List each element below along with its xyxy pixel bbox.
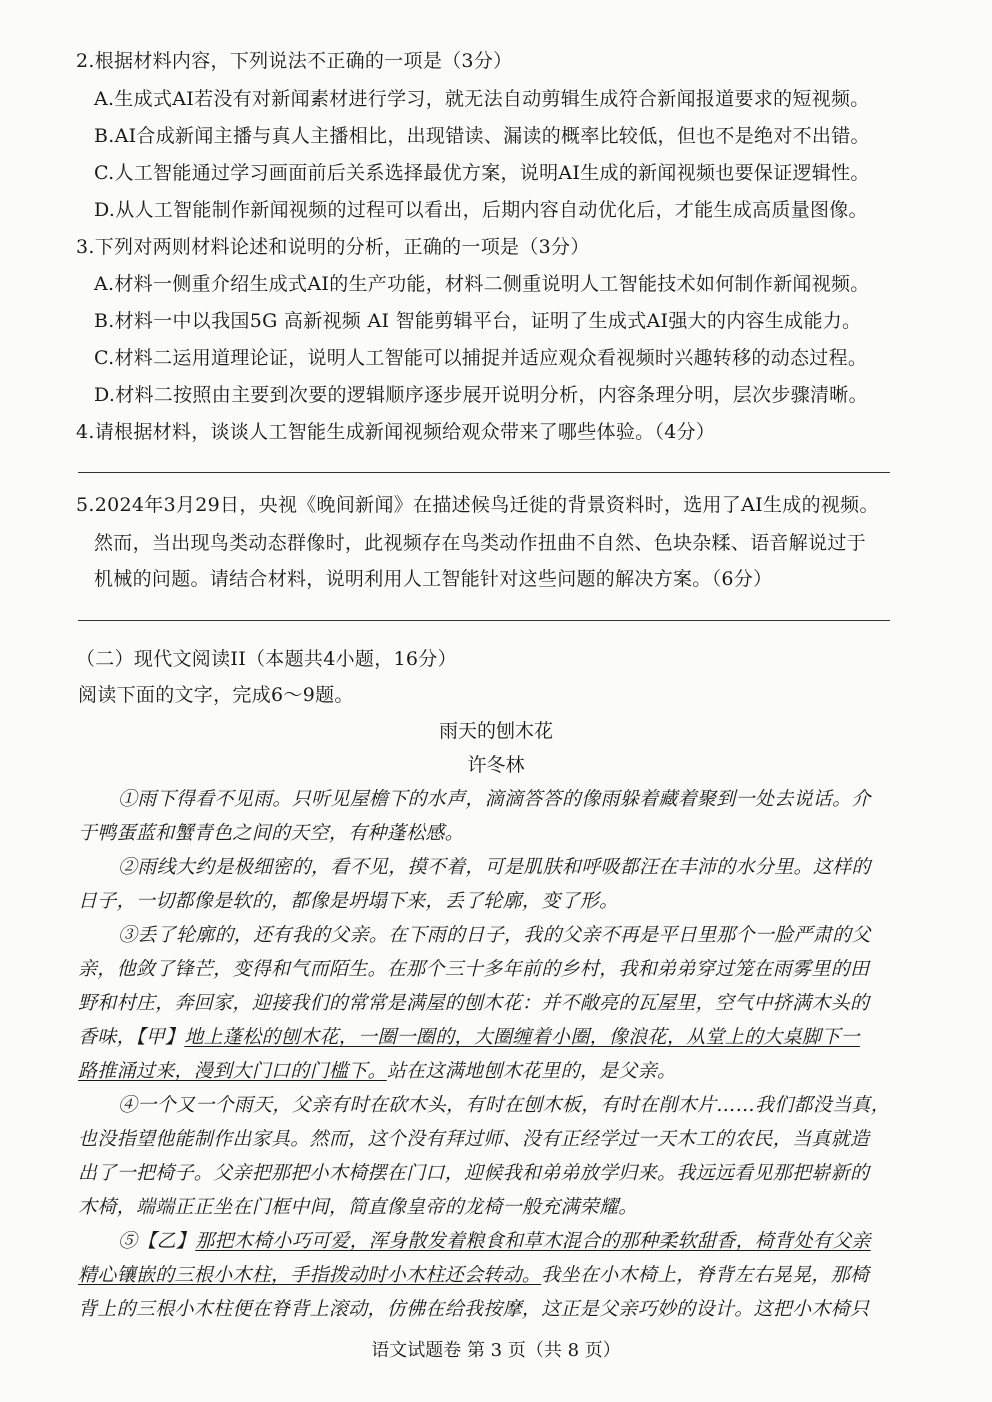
- q5-line-1: 5.2024年3月29日，央视《晚间新闻》在描述候鸟迁徙的背景资料时，选用了AI生成的视频。: [76, 494, 879, 516]
- paragraph-4-line-1: ④一个又一个雨天，父亲有时在砍木头，有时在刨木板，有时在削木片……我们都没当真，: [118, 1094, 891, 1116]
- q3-option-a: A.材料一侧重介绍生成式AI的生产功能，材料二侧重说明人工智能技术如何制作新闻视频。: [94, 273, 870, 295]
- paragraph-3-line-2: 亲，他敛了锋芒，变得和气而陌生。在那个三十多年前的乡村，我和弟弟穿过笼在雨雾里的田: [78, 958, 870, 980]
- q2-option-d: D.从人工智能制作新闻视频的过程可以看出，后期内容自动优化后，才能生成高质量图像。: [94, 199, 868, 221]
- paragraph-5-line-2: [78, 1262, 869, 1288]
- underlined-passage-jia-1: 地上蓬松的刨木花，一圈一圈的，大圈缠着小圈，像浪花，从堂上的大桌脚下一: [184, 1026, 860, 1048]
- paragraph-4-line-4: 木椅，端端正正坐在门框中间，简直像皇帝的龙椅一般充满荣耀。: [78, 1196, 638, 1218]
- paragraph-3-line-1: ③丢了轮廓的，还有我的父亲。在下雨的日子，我的父亲不再是平日里那个一脸严肃的父: [118, 924, 871, 946]
- q3-stem: 3.下列对两则材料论述和说明的分析，正确的一项是（3分）: [76, 236, 590, 258]
- marker-yi: ⑤【乙】: [118, 1230, 196, 1252]
- section-instruction: 阅读下面的文字，完成6～9题。: [78, 684, 354, 706]
- page-footer: 语文试题卷 第 3 页（共 8 页）: [371, 1340, 621, 1361]
- paragraph-3-line-5: [78, 1058, 676, 1084]
- q5-answer-line: [78, 620, 890, 621]
- q5-line-3: 机械的问题。请结合材料，说明利用人工智能针对这些问题的解决方案。（6分）: [94, 568, 773, 590]
- paragraph-5-tail: 我坐在小木椅上，脊背左右晃晃，那椅: [541, 1264, 870, 1286]
- paragraph-3-line-4: [78, 1024, 860, 1050]
- q2-option-c: C.人工智能通过学习画面前后关系选择最优方案，说明AI生成的新闻视频也要保证逻辑性。: [94, 162, 870, 184]
- underlined-passage-yi-2: 精心镶嵌的三根小木柱，手指拨动时小木柱还会转动。: [78, 1264, 542, 1286]
- article-title: 雨天的刨木花: [438, 720, 553, 742]
- q4-stem: 4.请根据材料，谈谈人工智能生成新闻视频给观众带来了哪些体验。（4分）: [76, 421, 716, 443]
- paragraph-1-line-1: ①雨下得看不见雨。只听见屋檐下的水声，滴滴答答的像雨躲着藏着聚到一处去说话。介: [118, 788, 871, 810]
- q3-option-c: C.材料二运用道理论证，说明人工智能可以捕捉并适应观众看视频时兴趣转移的动态过程。: [94, 347, 868, 369]
- paragraph-1-line-2: 于鸭蛋蓝和蟹青色之间的天空，有种蓬松感。: [78, 822, 465, 844]
- paragraph-4-line-2: 也没指望他能制作出家具。然而，这个没有拜过师、没有正经学过一天木工的农民，当真就造: [78, 1128, 870, 1150]
- marker-jia: 香味，【甲】: [78, 1026, 185, 1048]
- paragraph-3-line-3: 野和村庄，奔回家，迎接我们的常常是满屋的刨木花：并不敞亮的瓦屋里，空气中挤满木头的: [78, 992, 870, 1014]
- q4-answer-line: [78, 472, 890, 473]
- paragraph-2-line-1: ②雨线大约是极细密的，看不见，摸不着，可是肌肤和呼吸都汪在丰沛的水分里。这样的: [118, 856, 871, 878]
- q2-option-b: B.AI合成新闻主播与真人主播相比，出现错读、漏读的概率比较低，但也不是绝对不出错。: [94, 125, 870, 147]
- underlined-passage-jia-2: 路推涌过来，漫到大门口的门槛下。: [78, 1060, 387, 1082]
- paragraph-5-line-1: [118, 1228, 871, 1254]
- q5-line-2: 然而，当出现鸟类动态群像时，此视频存在鸟类动作扭曲不自然、色块杂糅、语音解说过于: [94, 532, 867, 554]
- article-author: 许冬林: [467, 754, 525, 776]
- q2-option-a: A.生成式AI若没有对新闻素材进行学习，就无法自动剪辑生成符合新闻报道要求的短视频。: [94, 88, 870, 110]
- section-heading: （二）现代文阅读II（本题共4小题，16分）: [76, 648, 457, 670]
- q2-stem: 2.根据材料内容，下列说法不正确的一项是（3分）: [76, 50, 513, 72]
- paragraph-5-line-3: 背上的三根小木柱便在脊背上滚动，仿佛在给我按摩，这正是父亲巧妙的设计。这把小木椅只: [78, 1298, 870, 1320]
- q3-option-d: D.材料二按照由主要到次要的逻辑顺序逐步展开说明分析，内容条理分明，层次步骤清晰。: [94, 384, 868, 406]
- q3-option-b: B.材料一中以我国5G 高新视频 AI 智能剪辑平台，证明了生成式AI强大的内容生成能力。: [94, 310, 862, 332]
- paragraph-4-line-3: 出了一把椅子。父亲把那把小木椅摆在门口，迎候我和弟弟放学归来。我远远看见那把崭新的: [78, 1162, 870, 1184]
- underlined-passage-yi-1: 那把木椅小巧可爱，浑身散发着粮食和草木混合的那种柔软甜香，椅背处有父亲: [195, 1230, 871, 1252]
- paragraph-3-tail: 站在这满地刨木花里的，是父亲。: [386, 1060, 677, 1082]
- paragraph-2-line-2: 日子，一切都像是软的，都像是坍塌下来，丢了轮廓，变了形。: [78, 890, 619, 912]
